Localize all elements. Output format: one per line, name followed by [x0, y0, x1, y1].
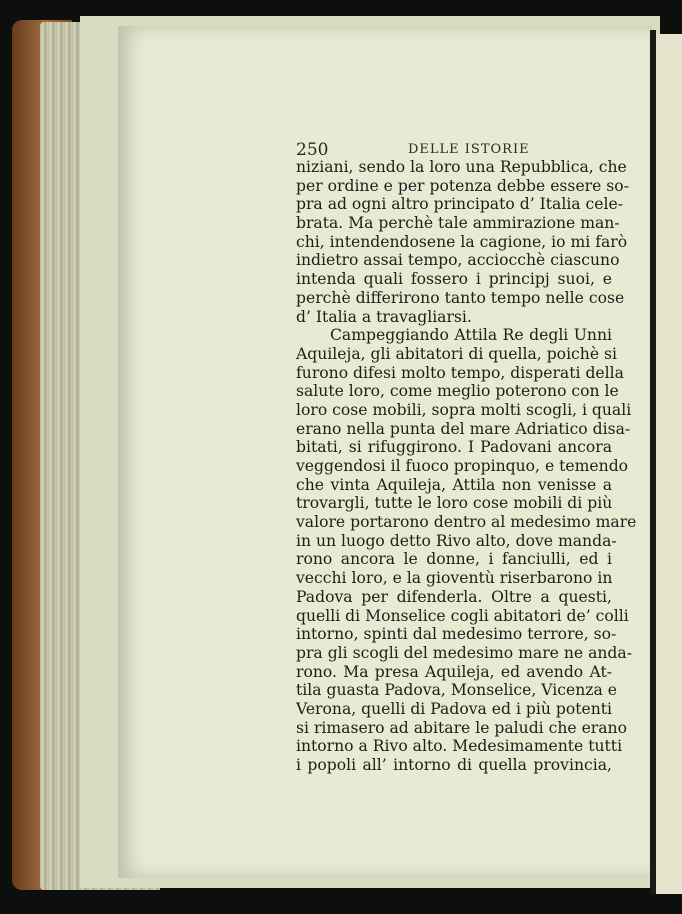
text-line: per ordine e per potenza debbe essere so- [296, 176, 629, 195]
running-title: DELLE ISTORIE [408, 142, 530, 157]
text-line: brata. Ma perchè tale ammirazione man- [296, 214, 620, 233]
text-line: rono ancora le donne, i fanciulli, ed i [296, 550, 612, 569]
text-line: rono. Ma presa Aquileja, ed avendo At- [296, 662, 612, 681]
text-line: che vinta Aquileja, Attila non venisse a [296, 475, 612, 494]
text-line: veggendosi il fuoco propinquo, e temendo [296, 457, 629, 475]
text-line: Campeggiando Attila Re degli Unni [330, 326, 612, 345]
facing-page-edge [656, 34, 682, 894]
text-line: intorno, spinti dal medesimo terrore, so- [296, 625, 617, 644]
text-line: d’ Italia a travagliarsi. [296, 307, 472, 326]
text-line: indietro assai tempo, acciocchè ciascuno [296, 251, 620, 270]
text-line: salute loro, come meglio poterono con le [296, 382, 619, 401]
text-line: niziani, sendo la loro una Repubblica, che [296, 158, 627, 176]
text-line: Aquileja, gli abitatori di quella, poichè si [296, 344, 618, 363]
text-line: valore portarono dentro al medesimo mare [296, 513, 637, 532]
text-line: loro cose mobili, sopra molti scogli, i quali [296, 400, 632, 419]
body-text [296, 158, 637, 775]
text-line: tila guasta Padova, Monselice, Vicenza e [296, 681, 617, 700]
text-line: vecchi loro, e la gioventù riserbarono in [296, 569, 613, 588]
text-line: furono difesi molto tempo, disperati della [296, 363, 624, 382]
text-line: Padova per difenderla. Oltre a questi, [296, 587, 612, 606]
page-number: 250 [296, 140, 329, 160]
text-line: pra ad ogni altro principato d’ Italia cele- [296, 195, 624, 214]
text-line: perchè differirono tanto tempo nelle cose [296, 288, 625, 307]
text-line: in un luogo detto Rivo alto, dove manda- [296, 531, 617, 550]
text-line: trovargli, tutte le loro cose mobili di più [296, 494, 613, 513]
text-line: si rimasero ad abitare le paludi che erano [296, 718, 627, 737]
text-line: pra gli scogli del medesimo mare ne anda- [296, 643, 632, 662]
text-line: Verona, quelli di Padova ed i più potenti [296, 699, 613, 718]
text-line: intorno a Rivo alto. Medesimamente tutti [296, 737, 623, 756]
text-line: erano nella punta del mare Adriatico disa- [296, 419, 631, 438]
text-line: intenda quali fossero i principj suoi, e [296, 270, 612, 289]
text-line: i popoli all’ intorno di quella provincia, [296, 756, 612, 774]
text-line: quelli di Monselice cogli abitatori de’ colli [296, 606, 629, 625]
text-line: chi, intendendosene la cagione, io mi farò [296, 232, 628, 251]
text-line: bitati, si rifuggirono. I Padovani ancora [296, 438, 612, 457]
